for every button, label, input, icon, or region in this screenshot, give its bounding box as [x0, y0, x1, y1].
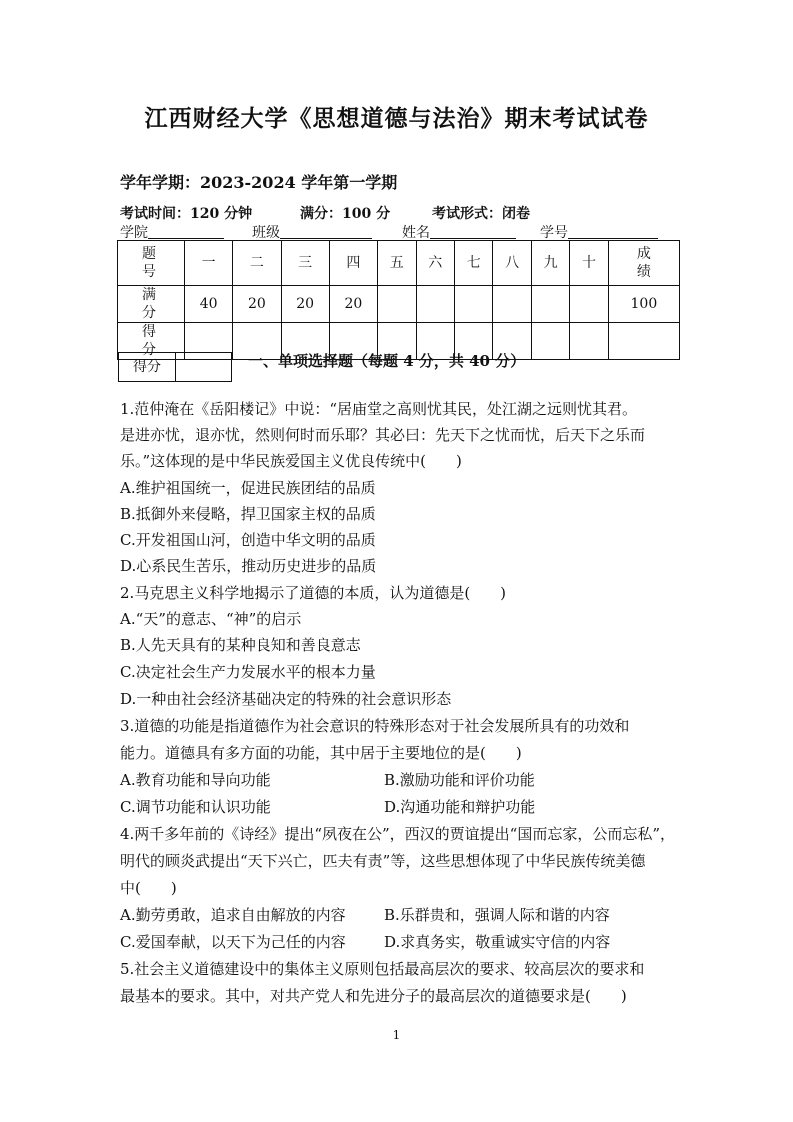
- exam-info: [120, 203, 530, 223]
- question-line: 3.道德的功能是指道德作为社会意识的特殊形态对于社会发展所具有的功效和: [120, 717, 630, 735]
- option: D.求真务实，敬重诚实守信的内容: [384, 933, 611, 951]
- score-box-input[interactable]: [176, 353, 231, 381]
- score-box-label: 得分: [119, 353, 176, 381]
- student-no-blank[interactable]: [568, 224, 658, 239]
- total-header: [608, 241, 679, 286]
- full-value: 20: [329, 286, 377, 323]
- column-header: 一: [185, 241, 233, 286]
- college-label: 学院: [120, 225, 148, 241]
- full-value: [570, 286, 608, 323]
- column-header: 四: [329, 241, 377, 286]
- full-value: [416, 286, 454, 323]
- option: B.激励功能和评价功能: [384, 771, 535, 789]
- score-table: [117, 240, 680, 360]
- exam-title: 江西财经大学《思想道德与法治》期末考试试卷: [144, 105, 649, 132]
- column-header: 三: [281, 241, 329, 286]
- option: C.爱国奉献，以天下为己任的内容: [120, 933, 346, 951]
- option: B.抵御外来侵略，捍卫国家主权的品质: [120, 505, 376, 523]
- class-blank[interactable]: [280, 224, 372, 239]
- score-cell[interactable]: [570, 323, 608, 360]
- score-total-cell[interactable]: [608, 323, 679, 360]
- question-line: 4.两千多年前的《诗经》提出“夙夜在公”，西汉的贾谊提出“国而忘家，公而忘私”，: [120, 825, 675, 843]
- page-number: 1: [392, 1028, 401, 1042]
- question-line: 最基本的要求。其中，对共产党人和先进分子的最高层次的道德要求是( ): [120, 987, 627, 1005]
- full-value: [454, 286, 492, 323]
- name-label: 姓名: [402, 225, 430, 241]
- header-label: 题 号: [118, 241, 185, 286]
- total-label-1: 成: [636, 246, 651, 262]
- student-no-label: 学号: [540, 225, 568, 241]
- question-line: 是进亦忧，退亦忧，然则何时而乐耶？其必曰：先天下之忧而忧，后天下之乐而: [120, 426, 646, 444]
- option: C.开发祖国山河，创造中华文明的品质: [120, 531, 376, 549]
- full-label: 满 分: [118, 286, 185, 323]
- question-line: 能力。道德具有多方面的功能，其中居于主要地位的是( ): [120, 744, 522, 762]
- class-label: 班级: [252, 225, 280, 241]
- question-line: 2.马克思主义科学地揭示了道德的本质，认为道德是( ): [120, 584, 507, 602]
- question-line: 明代的顾炎武提出“天下兴亡，匹夫有责”等，这些思想体现了中华民族传统美德: [120, 852, 646, 870]
- score-table-header-row: [118, 241, 680, 286]
- option: C.决定社会生产力发展水平的根本力量: [120, 663, 376, 681]
- option: A.“天”的意志、“神”的启示: [120, 610, 302, 628]
- question-line: 乐。”这体现的是中华民族爱国主义优良传统中( ): [120, 452, 462, 470]
- score-cell[interactable]: [531, 323, 569, 360]
- section-score-box: [118, 352, 232, 382]
- column-header: 十: [570, 241, 608, 286]
- option: D.一种由社会经济基础决定的特殊的社会意识形态: [120, 690, 452, 708]
- name-blank[interactable]: [430, 224, 516, 239]
- section-title: 一、单项选择题（每题 4 分，共 40 分）: [248, 352, 526, 370]
- option: B.乐群贵和，强调人际和谐的内容: [384, 906, 610, 924]
- column-header: 九: [531, 241, 569, 286]
- column-header: 六: [416, 241, 454, 286]
- full-value: 40: [185, 286, 233, 323]
- question-line: 中( ): [120, 879, 177, 897]
- option: A.勤劳勇敢，追求自由解放的内容: [120, 906, 346, 924]
- full-marks: 满分：100 分: [300, 206, 391, 222]
- option: A.维护祖国统一，促进民族团结的品质: [120, 479, 376, 497]
- option: C.调节功能和认识功能: [120, 798, 271, 816]
- question-line: 5.社会主义道德建设中的集体主义原则包括最高层次的要求、较高层次的要求和: [120, 960, 645, 978]
- full-value: [378, 286, 416, 323]
- full-value: [531, 286, 569, 323]
- column-header: 五: [378, 241, 416, 286]
- exam-form: 考试形式：闭卷: [432, 206, 530, 222]
- academic-term: 学年学期：2023-2024 学年第一学期: [120, 173, 398, 192]
- total-label-2: 绩: [636, 264, 651, 280]
- option: D.心系民生苦乐，推动历史进步的品质: [120, 557, 377, 575]
- exam-time: 考试时间：120 分钟: [120, 206, 253, 222]
- full-value: 20: [281, 286, 329, 323]
- full-marks-row: [118, 286, 680, 323]
- full-value: [493, 286, 531, 323]
- column-header: 七: [454, 241, 492, 286]
- option: D.沟通功能和辩护功能: [384, 798, 536, 816]
- question-line: 1.范仲淹在《岳阳楼记》中说：“居庙堂之高则忧其民，处江湖之远则忧其君。: [120, 400, 637, 418]
- column-header: 二: [233, 241, 281, 286]
- option: B.人先天具有的某种良知和善良意志: [120, 636, 361, 654]
- score-label: 得 分: [118, 323, 185, 360]
- college-blank[interactable]: [148, 224, 224, 239]
- option: A.教育功能和导向功能: [120, 771, 271, 789]
- full-total: 100: [608, 286, 679, 323]
- student-fields: [120, 222, 658, 242]
- column-header: 八: [493, 241, 531, 286]
- full-value: 20: [233, 286, 281, 323]
